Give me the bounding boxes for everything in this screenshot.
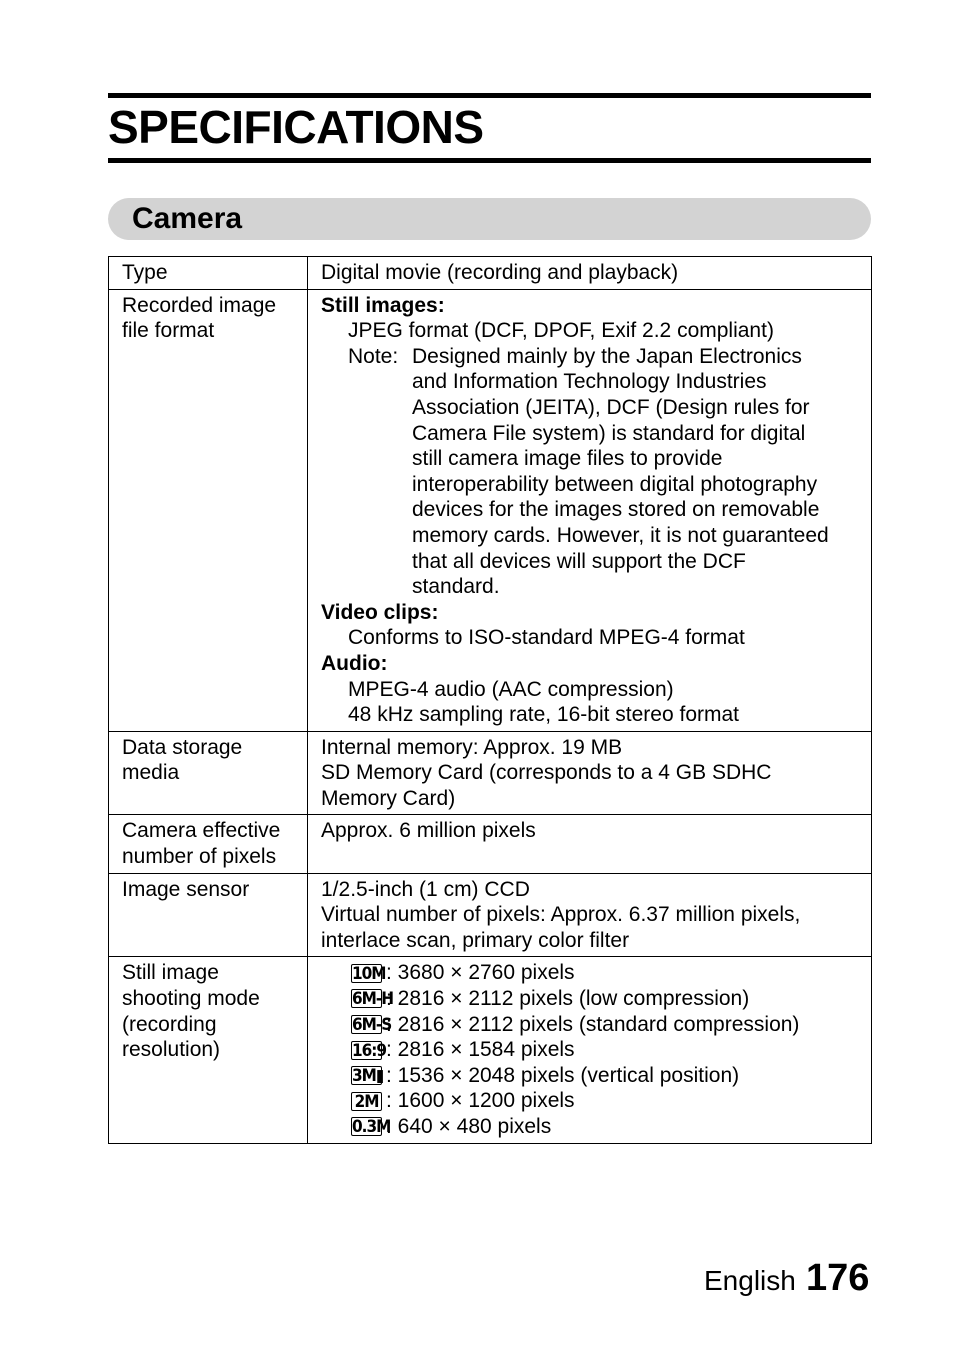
resolution-text: : 1536 × 2048 pixels (vertical position) xyxy=(386,1063,740,1087)
note-line: Designed mainly by the Japan Electronics xyxy=(412,344,802,368)
note-line: that all devices will support the DCF xyxy=(412,549,746,573)
row-label xyxy=(109,957,308,1143)
resolution-10m-icon: 10M xyxy=(352,963,386,984)
audio-line: 48 kHz sampling rate, 16-bit stereo format xyxy=(348,703,740,727)
label-line: Recorded image xyxy=(122,293,277,317)
value-line: Internal memory: Approx. 19 MB xyxy=(321,735,623,759)
row-label xyxy=(109,289,308,731)
label-line: media xyxy=(122,761,180,785)
row-label xyxy=(109,815,308,873)
note-line: still camera image files to provide xyxy=(412,447,723,471)
value-line: Virtual number of pixels: Approx. 6.37 million pixels, xyxy=(321,903,801,927)
dcf-note xyxy=(321,344,861,600)
title-rule-top xyxy=(108,93,871,98)
still-images-format: JPEG format (DCF, DPOF, Exif 2.2 compliant) xyxy=(348,319,774,343)
note-body xyxy=(412,344,829,600)
row-value: Approx. 6 million pixels xyxy=(308,815,872,873)
section-header xyxy=(108,198,871,240)
resolution-text: : 3680 × 2760 pixels xyxy=(386,961,575,985)
row-value: Digital movie (recording and playback) xyxy=(308,257,872,290)
resolution-item xyxy=(321,960,861,986)
table-row-file-format xyxy=(109,289,872,731)
row-value xyxy=(308,957,872,1143)
resolution-3m-vertical-icon: 3M▮ xyxy=(352,1066,384,1087)
resolution-item xyxy=(321,1088,861,1114)
resolution-text: : 2816 × 1584 pixels xyxy=(386,1038,575,1062)
note-line: interoperability between digital photography xyxy=(412,472,818,496)
resolution-6m-s-icon: 6M-S xyxy=(352,1014,392,1035)
section-title: Camera xyxy=(132,202,243,235)
resolution-2m-icon: 2M xyxy=(351,1092,382,1111)
resolution-item xyxy=(321,1063,861,1089)
resolution-item xyxy=(321,1114,861,1140)
note-line: Camera File system) is standard for digital xyxy=(412,421,806,445)
resolution-0-3m-icon: 0.3M xyxy=(352,1117,391,1138)
resolution-16-9-icon: 16:9 xyxy=(352,1040,387,1061)
note-line: Association (JEITA), DCF (Design rules for xyxy=(412,395,810,419)
resolution-text: : 2816 × 2112 pixels (low compression) xyxy=(386,987,750,1011)
row-value xyxy=(308,289,872,731)
video-clips-format: Conforms to ISO-standard MPEG-4 format xyxy=(348,626,745,650)
table-row-type xyxy=(109,257,872,290)
value-line: SD Memory Card (corresponds to a 4 GB SDHC xyxy=(321,761,772,785)
table-row-sensor xyxy=(109,873,872,957)
audio-heading: Audio: xyxy=(321,651,388,675)
note-line: devices for the images stored on removable xyxy=(412,498,820,522)
row-label: Image sensor xyxy=(109,873,308,957)
video-clips-heading: Video clips: xyxy=(321,600,439,624)
table-row-shooting-mode xyxy=(109,957,872,1143)
resolution-text: : 2816 × 2112 pixels (standard compression) xyxy=(386,1012,800,1036)
resolution-item xyxy=(321,1012,861,1038)
title-rule-bottom xyxy=(108,158,871,163)
page-title: SPECIFICATIONS xyxy=(108,101,484,153)
resolution-text: : 1600 × 1200 pixels xyxy=(386,1089,575,1113)
value-line: interlace scan, primary color filter xyxy=(321,928,630,952)
label-line: Still image xyxy=(122,961,219,985)
row-value xyxy=(308,731,872,815)
row-label: Type xyxy=(109,257,308,290)
page-number: 176 xyxy=(806,1257,870,1299)
row-value xyxy=(308,873,872,957)
resolution-item xyxy=(321,1037,861,1063)
footer-language: English xyxy=(704,1265,796,1296)
label-line: Data storage xyxy=(122,735,243,759)
row-label xyxy=(109,731,308,815)
label-line: (recording xyxy=(122,1012,217,1036)
resolution-text: : 640 × 480 pixels xyxy=(386,1115,552,1138)
label-line: shooting mode xyxy=(122,987,260,1011)
value-line: 1/2.5-inch (1 cm) CCD xyxy=(321,877,530,901)
label-line: resolution) xyxy=(122,1038,221,1062)
note-line: and Information Technology Industries xyxy=(412,370,767,394)
table-row-pixels xyxy=(109,815,872,873)
value-line: Memory Card) xyxy=(321,786,456,810)
label-line: number of pixels xyxy=(122,845,277,869)
resolution-item xyxy=(321,986,861,1012)
audio-line: MPEG-4 audio (AAC compression) xyxy=(348,677,674,701)
spec-table xyxy=(108,256,872,1144)
label-line: Camera effective xyxy=(122,819,281,843)
resolution-6m-h-icon: 6M-H xyxy=(352,989,394,1010)
label-line: file format xyxy=(122,319,215,343)
note-key: Note: xyxy=(348,344,399,368)
note-line: standard. xyxy=(412,575,500,599)
note-line: memory cards. However, it is not guaranteed xyxy=(412,523,829,547)
still-images-heading: Still images: xyxy=(321,293,445,317)
table-row-storage xyxy=(109,731,872,815)
